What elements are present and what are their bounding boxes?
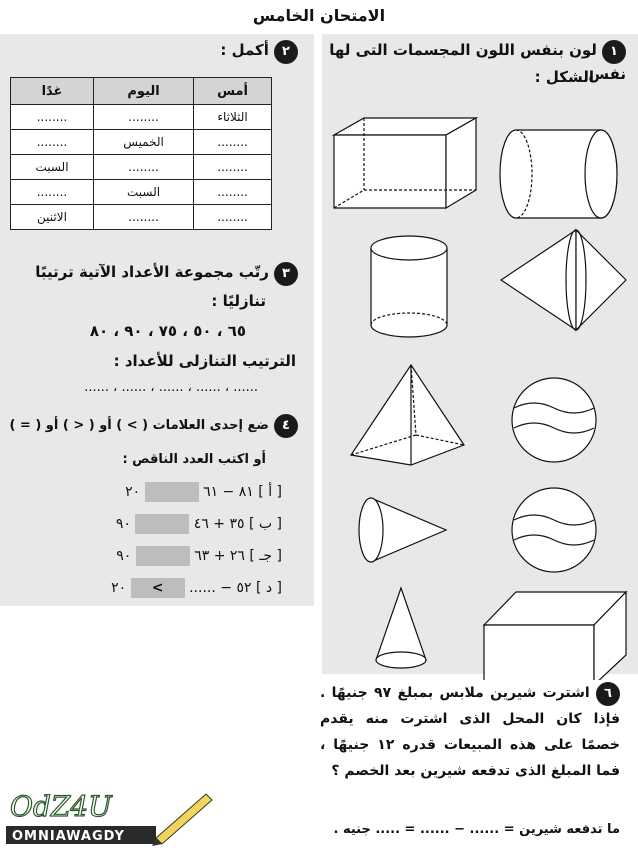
table-row — [11, 155, 272, 180]
q4-item-label: [ جـ ] — [249, 548, 282, 564]
q4-item-a — [125, 482, 282, 502]
cuboid-icon[interactable] — [334, 118, 476, 208]
q4-text-line2: أو اكتب العدد الناقص : — [122, 452, 266, 467]
q3-text-line1: رتّب مجموعة الأعداد الآتية ترتيبًا — [35, 263, 269, 281]
table-cell[interactable]: ........ — [194, 130, 272, 155]
answer-box[interactable] — [136, 546, 190, 566]
q4-item-right: ٢٠ — [111, 580, 127, 596]
answer-box[interactable] — [145, 482, 199, 502]
q4-header — [0, 414, 298, 438]
table-row — [11, 105, 272, 130]
q4-item-label: [ ب ] — [248, 516, 282, 532]
q2-label: أكمل : — [220, 41, 269, 59]
q6-number: ٦ — [596, 682, 620, 706]
q6-text: اشترت شيرين ملابس بمبلغ ٩٧ جنيهًا . فإذا كان المحل الذى اشترت منه يقدم خصمًا على هذه المبيعات قدره ١٢ جنيهًا ، فما المبلغ الذى تدفعه شيرين بعد الخصم ؟ — [320, 685, 620, 779]
q3-number: ٣ — [274, 262, 298, 286]
table-row — [11, 180, 272, 205]
cone-lying-icon[interactable] — [501, 230, 626, 330]
q4-text-line1: ضع إحدى العلامات ( > ) أو ( < ) أو ( = ) — [9, 418, 269, 433]
q1-shapes — [326, 100, 632, 680]
header-yesterday: أمس — [194, 78, 272, 105]
sphere-icon[interactable] — [512, 488, 596, 572]
header-tomorrow: غدًا — [11, 78, 94, 105]
table-cell[interactable]: ........ — [194, 155, 272, 180]
pyramid-icon[interactable] — [351, 365, 464, 465]
answer-box[interactable] — [135, 514, 189, 534]
q1-text-line2: الشكل : — [534, 68, 594, 86]
cylinder-icon[interactable] — [371, 236, 447, 337]
days-table — [10, 77, 272, 230]
q4-item-d — [111, 578, 282, 598]
watermark-logo — [6, 786, 216, 850]
logo-graphic — [6, 786, 216, 846]
q4-item-right: ٩٠ — [115, 516, 131, 532]
sphere-icon[interactable] — [512, 378, 596, 462]
table-row — [11, 205, 272, 230]
table-cell[interactable]: ........ — [11, 180, 94, 205]
table-cell[interactable]: الثلاثاء — [194, 105, 272, 130]
q4-item-expr: ٢٦ + ٦٣ — [194, 548, 245, 564]
table-header-row — [11, 78, 272, 105]
logo-script: OdZ4U — [10, 790, 112, 823]
q3-header — [4, 262, 298, 286]
table-cell[interactable]: الخميس — [93, 130, 193, 155]
q4-item-b — [116, 514, 282, 534]
q6-block — [320, 680, 620, 784]
table-cell[interactable]: السبت — [11, 155, 94, 180]
q4-item-label: [ أ ] — [258, 484, 282, 500]
table-cell[interactable]: ........ — [93, 105, 193, 130]
q4-number: ٤ — [274, 414, 298, 438]
q4-item-expr: ٨١ − ٦١ — [203, 484, 254, 500]
answer-box[interactable]: > — [131, 578, 185, 598]
table-row — [11, 130, 272, 155]
pen-icon — [152, 794, 212, 846]
q4-item-expr: ٥٢ − ...... — [189, 580, 252, 596]
table-cell[interactable]: ........ — [11, 130, 94, 155]
q3-order-label: الترتيب التنازلى للأعداد : — [113, 352, 296, 370]
header-today: اليوم — [93, 78, 193, 105]
cuboid-icon[interactable] — [484, 592, 626, 680]
cone-icon[interactable] — [376, 588, 426, 668]
q4-item-c — [116, 546, 282, 566]
q4-item-right: ٢٠ — [125, 484, 141, 500]
table-cell[interactable]: الاثنين — [11, 205, 94, 230]
q4-item-label: [ د ] — [255, 580, 282, 596]
q1-number: ١ — [602, 40, 626, 64]
q3-text-line2: تنازليًا : — [211, 292, 266, 310]
table-cell[interactable]: ........ — [93, 205, 193, 230]
table-cell[interactable]: ........ — [11, 105, 94, 130]
q4-item-expr: ٣٥ + ٤٦ — [193, 516, 245, 532]
q6-answer[interactable]: ما تدفعه شيرين = ...... − ...... = ..... جنيه . — [333, 822, 620, 837]
page-title: الامتحان الخامس — [252, 6, 386, 25]
q4-item-right: ٩٠ — [116, 548, 132, 564]
table-cell[interactable]: ........ — [194, 205, 272, 230]
table-cell[interactable]: ........ — [194, 180, 272, 205]
logo-brand: OMNIAWAGDY — [12, 829, 125, 844]
cylinder-lying-icon[interactable] — [500, 130, 617, 218]
q2-number: ٢ — [274, 40, 298, 64]
q3-blanks[interactable]: ...... ، ...... ، ...... ، ...... ، ...... — [84, 380, 258, 395]
q2-header — [220, 40, 298, 64]
q3-numbers: ٦٥ ، ٥٠ ، ٧٥ ، ٩٠ ، ٨٠ — [89, 322, 246, 340]
cone-lying-icon[interactable] — [359, 498, 446, 562]
q1-text-line1: لون بنفس اللون المجسمات التى لها نفس — [329, 41, 626, 83]
table-cell[interactable]: السبت — [93, 180, 193, 205]
table-cell[interactable]: ........ — [93, 155, 193, 180]
